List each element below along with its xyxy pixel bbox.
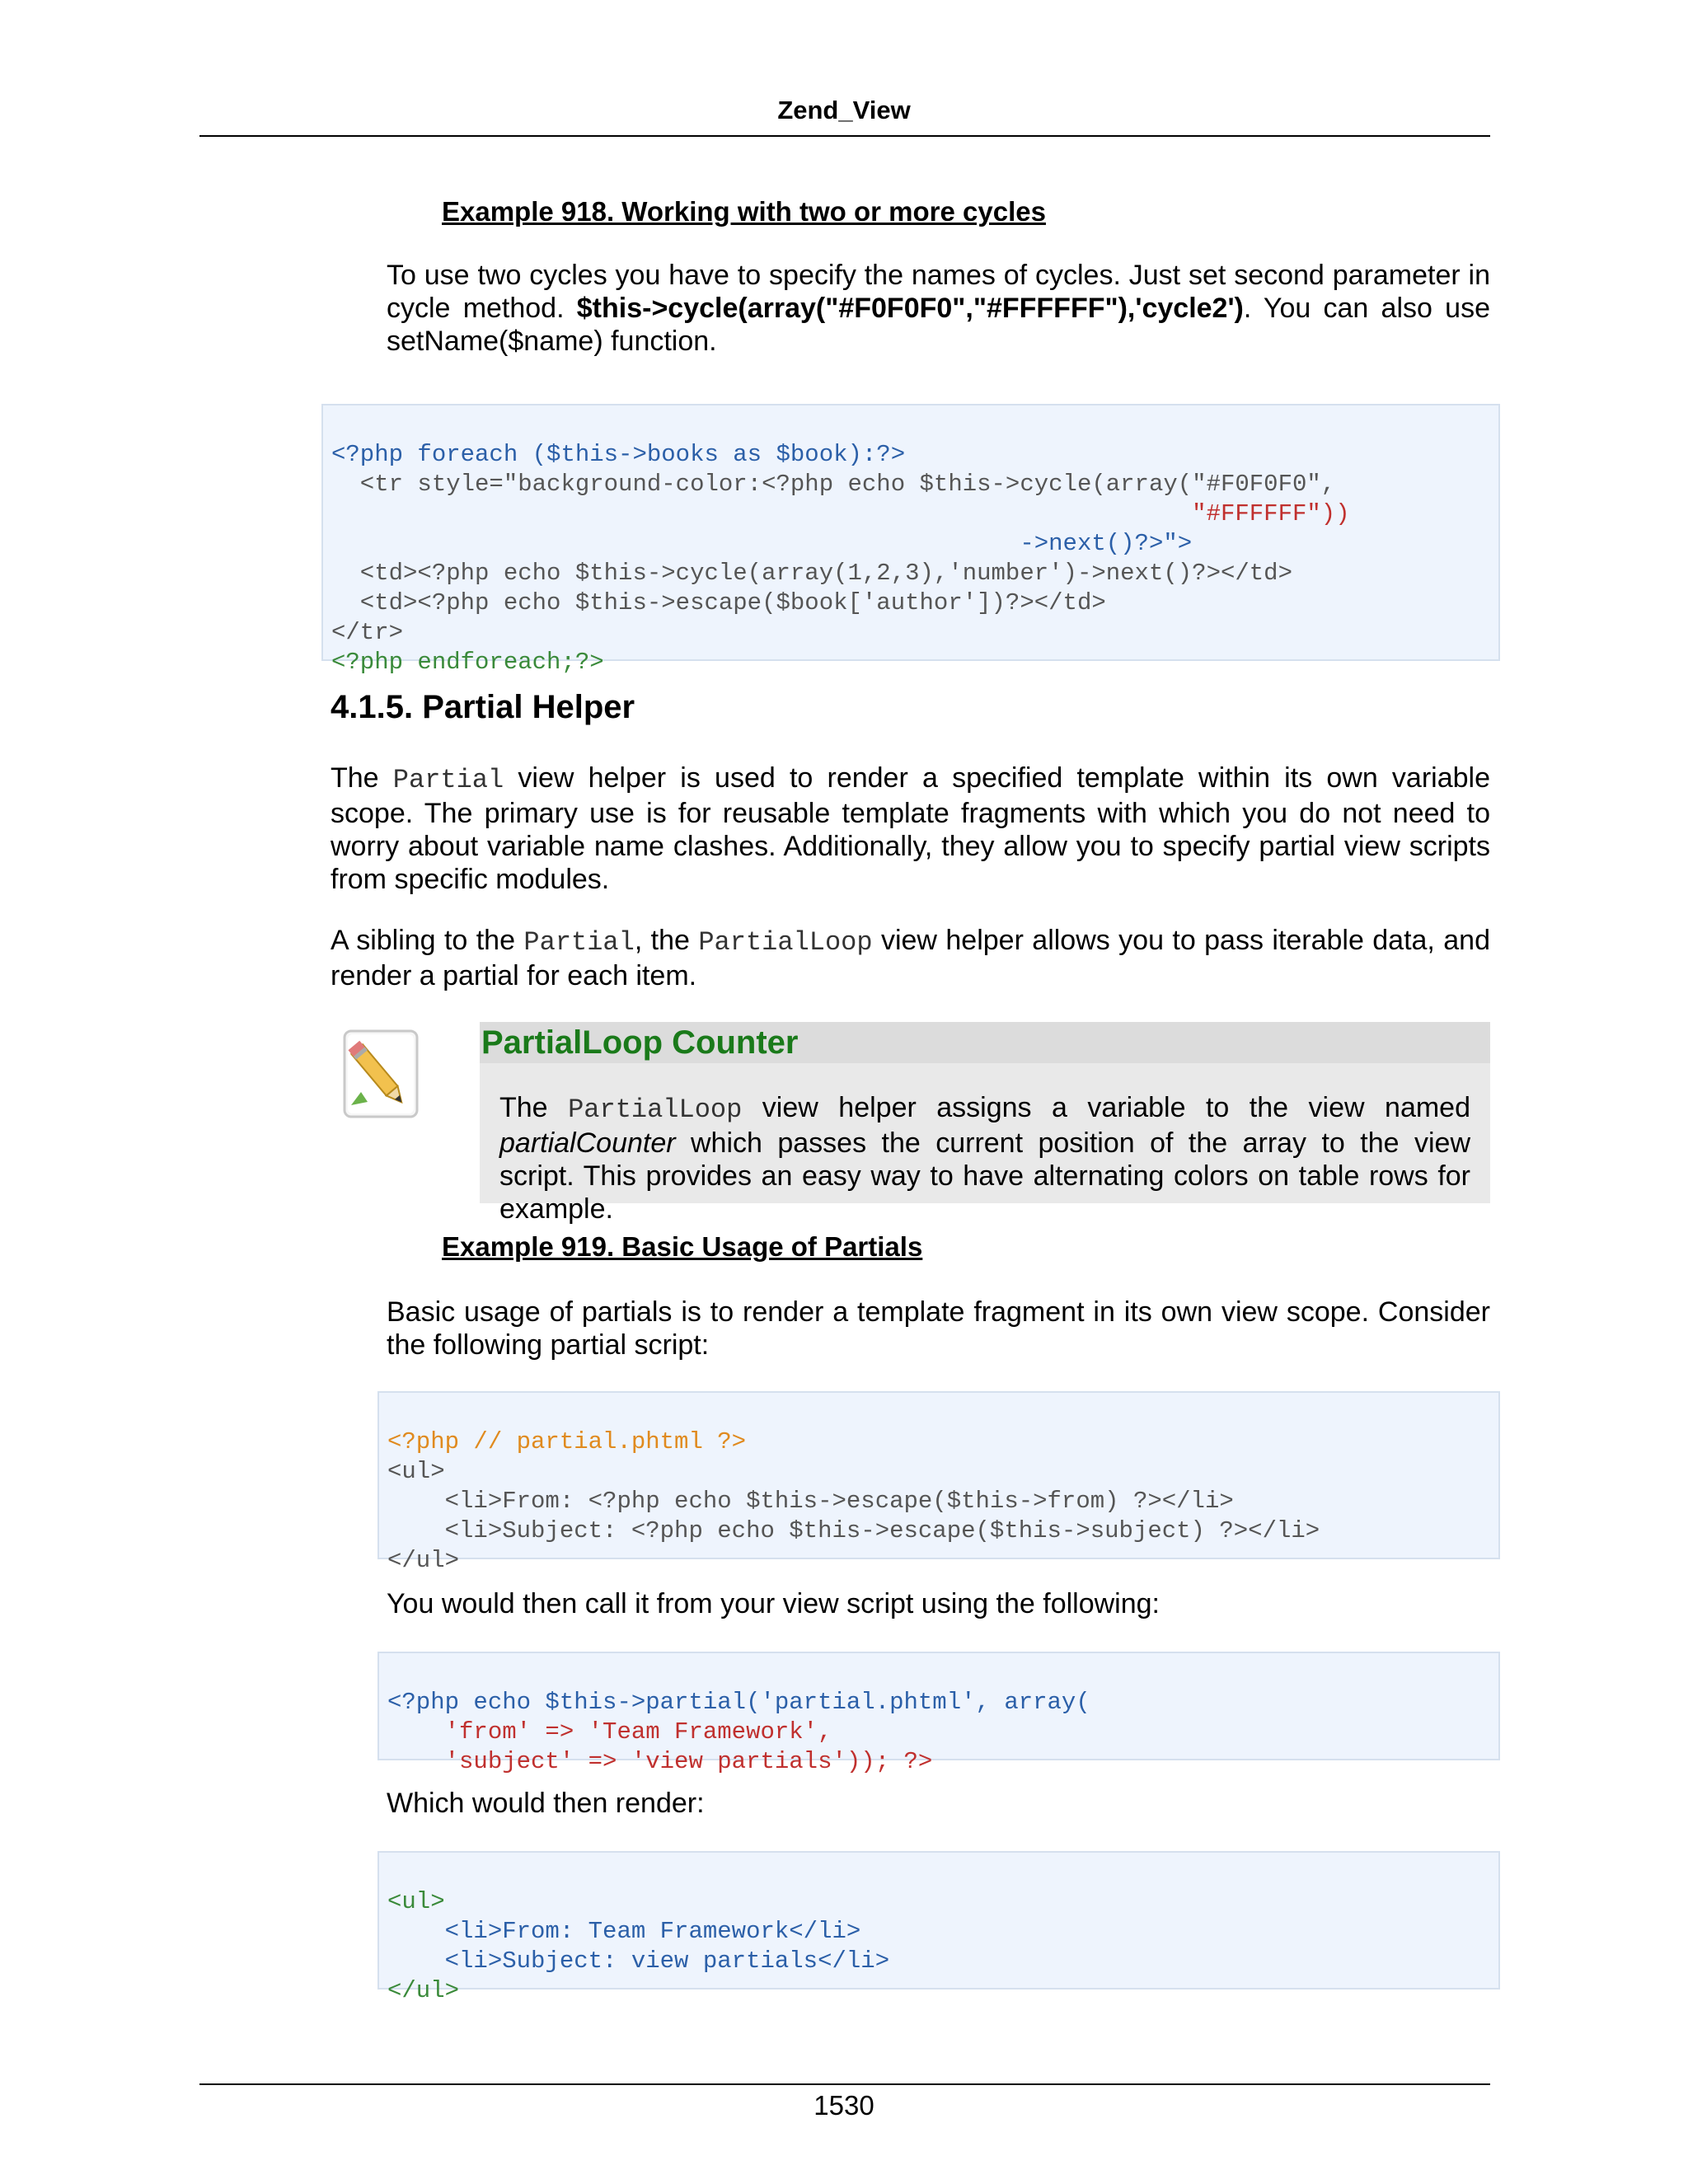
note-title: PartialLoop Counter xyxy=(481,1024,799,1061)
render-label: Which would then render: xyxy=(387,1788,705,1819)
code-line: </ul> xyxy=(387,1977,460,2004)
code-block-cycles xyxy=(321,404,1500,676)
code-line: <?php // partial.phtml ?> xyxy=(387,1428,747,1455)
inline-code-partial: Partial xyxy=(523,927,635,958)
note-text: The PartialLoop view helper assigns a variable to the view named partialCounter which passes the current position of the array to the view script. This provides an easy way to have alternating colors on table rows for example. xyxy=(499,1092,1470,1225)
inline-code-cycle2: $this->cycle(array("#F0F0F0","#FFFFFF"),'cycle2') xyxy=(576,293,1244,324)
call-instructions: You would then call it from your view script using the following: xyxy=(387,1588,1160,1619)
partial-intro-paragraph: The Partial view helper is used to render a specified template within its own variable scope. The primary use is for reusable template fragments with which you do not need to worry about variable name clashes. Additionally, they allow you to specify partial view scripts from specific modules. xyxy=(331,762,1490,895)
code-line: <li>Subject: <?php echo $this->escape($this->subject) ?></li> xyxy=(387,1517,1320,1544)
inline-code-partialloop: PartialLoop xyxy=(568,1094,743,1125)
code-line: </tr> xyxy=(331,619,404,646)
example-918-paragraph: To use two cycles you have to specify the names of cycles. Just set second parameter in cycle method. $this->cycle(array("#F0F0F0","#FFFFFF"),'cycle2'). You can also use setName($name) function. xyxy=(387,260,1490,357)
code-line: <td><?php echo $this->cycle(array(1,2,3),'number')->next()?></td> xyxy=(331,560,1292,587)
inline-code-partialloop: PartialLoop xyxy=(698,927,873,958)
code-line: <?php foreach ($this->books as $book):?> xyxy=(331,441,906,468)
code-block-partial-script xyxy=(377,1391,1500,1574)
code-line: <ul> xyxy=(387,1888,445,1915)
example-919-intro: Basic usage of partials is to render a template fragment in its own view scope. Consider the following partial script: xyxy=(387,1296,1490,1361)
example-919-title: Example 919. Basic Usage of Partials xyxy=(442,1231,923,1262)
code-line: <tr style="background-color:<?php echo $this->cycle(array("#F0F0F0", xyxy=(331,471,1336,498)
code-block-rendered-output xyxy=(377,1851,1500,2004)
note-body xyxy=(480,1063,1490,1225)
section-title: 4.1.5. Partial Helper xyxy=(331,689,635,725)
code-line: <td><?php echo $this->escape($book['author'])?></td> xyxy=(331,589,1106,616)
header-rule xyxy=(199,135,1490,137)
code-line: ->next()?>"> xyxy=(331,530,1193,557)
code-line: 'from' => 'Team Framework', xyxy=(387,1718,832,1746)
code-line: <?php endforeach;?> xyxy=(331,649,604,676)
inline-code-partial: Partial xyxy=(392,765,504,795)
example-918-title: Example 918. Working with two or more cycles xyxy=(442,196,1046,227)
code-line: <?php echo $this->partial('partial.phtml', array( xyxy=(387,1689,1090,1716)
pencil-note-icon xyxy=(336,1026,425,1123)
partialloop-paragraph: A sibling to the Partial, the PartialLoop view helper allows you to pass iterable data, and render a partial for each item. xyxy=(331,925,1490,991)
code-line: <li>From: Team Framework</li> xyxy=(387,1918,861,1945)
code-line: <ul> xyxy=(387,1458,445,1485)
code-line: <li>From: <?php echo $this->escape($this->from) ?></li> xyxy=(387,1488,1234,1515)
code-line: "#FFFFFF")) xyxy=(331,500,1350,527)
page-header-title: Zend_View xyxy=(777,96,911,124)
code-block-partial-call xyxy=(377,1652,1500,1775)
code-line: 'subject' => 'view partials')); ?> xyxy=(387,1748,933,1775)
footer-rule xyxy=(199,2083,1490,2085)
inline-emphasis: partialCounter xyxy=(499,1127,676,1159)
code-line: </ul> xyxy=(387,1547,460,1574)
page-number: 1530 xyxy=(814,2090,874,2121)
code-line: <li>Subject: view partials</li> xyxy=(387,1947,890,1975)
note-header xyxy=(480,1022,1490,1063)
